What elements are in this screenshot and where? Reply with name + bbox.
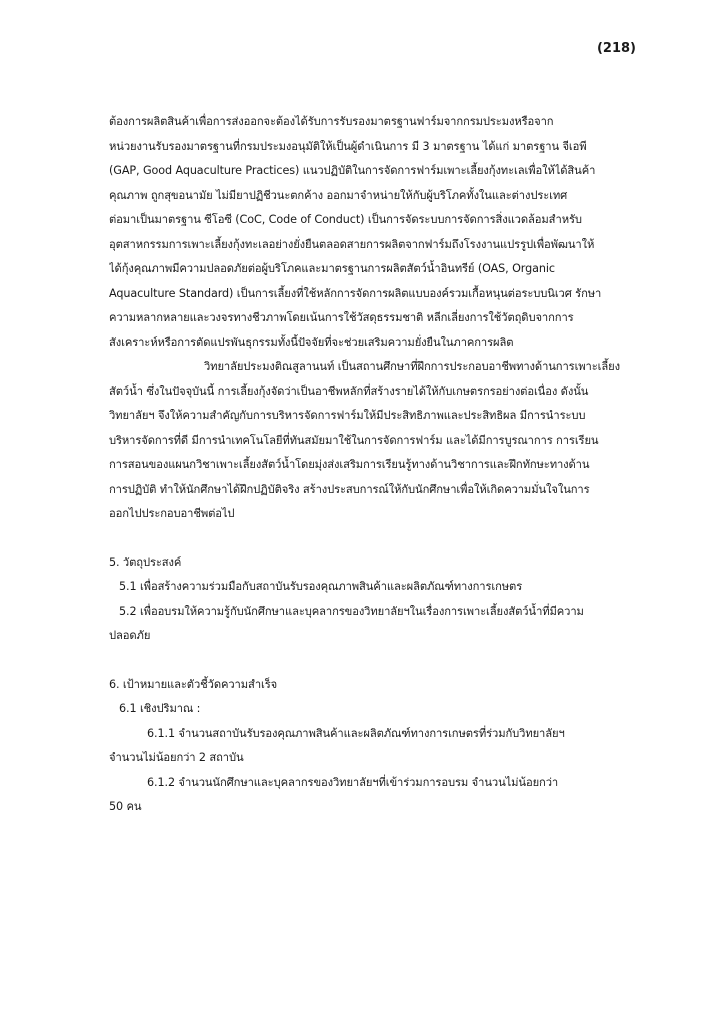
text-line: ได้กุ้งคุณภาพมีความปลอดภัยต่อผู้บริโภคและมาตรฐานการผลิตสัตว์น้ำอินทรีย์ (OAS, Organic: [109, 262, 555, 275]
list-item: 5.1 เพื่อสร้างความร่วมมือกับสถาบันรับรองคุณภาพสินค้าและผลิตภัณฑ์ทางการเกษตร: [119, 580, 523, 593]
list-item-continuation: ปลอดภัย: [109, 629, 151, 642]
text-line: การปฏิบัติ ทำให้นักศึกษาได้ฝึกปฏิบัติจริง สร้างประสบการณ์ให้กับนักศึกษาเพื่อให้เกิดความมั่นใจในการ: [109, 482, 590, 496]
text-line: สัตว์น้ำ ซึ่งในปัจจุบันนี้ การเลี้ยงกุ้งจัดว่าเป็นอาชีพหลักที่สร้างรายได้ให้กับเกษตรกรอย่างต่อเนื่อง ดังนั้น: [109, 384, 589, 398]
paragraph-standards: [109, 110, 639, 355]
text-line: ต้องการผลิตสินค้าเพื่อการส่งออกจะต้องได้รับการรับรองมาตรฐานฟาร์มจากกรมประมงหรือจาก: [109, 115, 554, 128]
text-line: Aquaculture Standard) เป็นการเลี้ยงที่ใช้หลักการจัดการผลิตแบบองค์รวมเกื้อหนุนต่อระบบนิเวศ รักษา: [109, 286, 602, 300]
text-line: ความหลากหลายและวงจรทางชีวภาพโดยเน้นการใช้วัสดุธรรมชาติ หลีกเลี่ยงการใช้วัตถุดิบจากการ: [109, 311, 574, 324]
text-line: สังเคราะห์หรือการตัดแปรพันธุกรรมทั้งนี้ปัจจัยที่จะช่วยเสริมความยั่งยืนในภาคการผลิต: [109, 335, 514, 349]
page-number: (218): [596, 41, 636, 56]
paragraph-college: [109, 355, 639, 527]
text-line: การสอนของแผนกวิชาเพาะเลี้ยงสัตว์น้ำโดยมุ่งส่งเสริมการเรียนรู้ทางด้านวิชาการและฝึกทักษะทางด้าน: [109, 458, 590, 471]
section-objectives: [109, 551, 639, 649]
text-line: หน่วยงานรับรองมาตรฐานที่กรมประมงอนุมัติให้เป็นผู้ดำเนินการ มี 3 มาตรฐาน ได้แก่ มาตรฐาน จีเอพี: [109, 139, 587, 153]
section-heading: 5. วัตถุประสงค์: [109, 555, 182, 569]
section-targets: [109, 673, 639, 820]
list-item-continuation: จำนวนไม่น้อยกว่า 2 สถาบัน: [109, 751, 244, 764]
text-line: วิทยาลัยฯ จึงให้ความสำคัญกับการบริหารจัดการฟาร์มให้มีประสิทธิภาพและประสิทธิผล มีการนำระบบ: [109, 409, 586, 422]
text-line: วิทยาลัยประมงติณสูลานนท์ เป็นสถานศึกษาที่ฝึกการประกอบอาชีพทางด้านการเพาะเลี้ยง: [204, 360, 620, 373]
list-item: 6.1.2 จำนวนนักศึกษาและบุคลากรของวิทยาลัยฯที่เข้าร่วมการอบรม จำนวนไม่น้อยกว่า: [147, 775, 559, 789]
text-line: บริหารจัดการที่ดี มีการนำเทคโนโลยีที่ทันสมัยมาใช้ในการจัดการฟาร์ม และได้มีการบูรณาการ การเรียน: [109, 433, 599, 447]
subsection-heading: 6.1 เชิงปริมาณ :: [119, 702, 201, 715]
document-body: [109, 110, 639, 820]
text-line: (GAP, Good Aquaculture Practices) แนวปฏิบัติในการจัดการฟาร์มเพาะเลี้ยงกุ้งทะเลเพื่อให้ได้สินค้า: [109, 164, 596, 177]
text-line: คุณภาพ ถูกสุขอนามัย ไม่มียาปฏิชีวนะตกค้าง ออกมาจำหน่ายให้กับผู้บริโภคทั้งในและต่างประเทศ: [109, 188, 568, 202]
text-line: อุตสาหกรรมการเพาะเลี้ยงกุ้งทะเลอย่างยั่งยืนตลอดสายการผลิตจากฟาร์มถึงโรงงานแปรรูปเพื่อพัฒนาให้: [109, 237, 595, 251]
list-item: 6.1.1 จำนวนสถาบันรับรองคุณภาพสินค้าและผลิตภัณฑ์ทางการเกษตรที่ร่วมกับวิทยาลัยฯ: [147, 726, 565, 740]
text-line: ต่อมาเป็นมาตรฐาน ซีโอซี (CoC, Code of Conduct) เป็นการจัดระบบการจัดการสิ่งแวดล้อมสำหรับ: [109, 213, 582, 226]
list-item-continuation: 50 คน: [109, 800, 142, 813]
text-line: ออกไปประกอบอาชีพต่อไป: [109, 507, 235, 520]
section-heading: 6. เป้าหมายและตัวชี้วัดความสำเร็จ: [109, 677, 278, 691]
list-item: 5.2 เพื่ออบรมให้ความรู้กับนักศึกษาและบุคลากรของวิทยาลัยฯในเรื่องการเพาะเลี้ยงสัตว์น้ำที่มีความ: [119, 604, 584, 618]
